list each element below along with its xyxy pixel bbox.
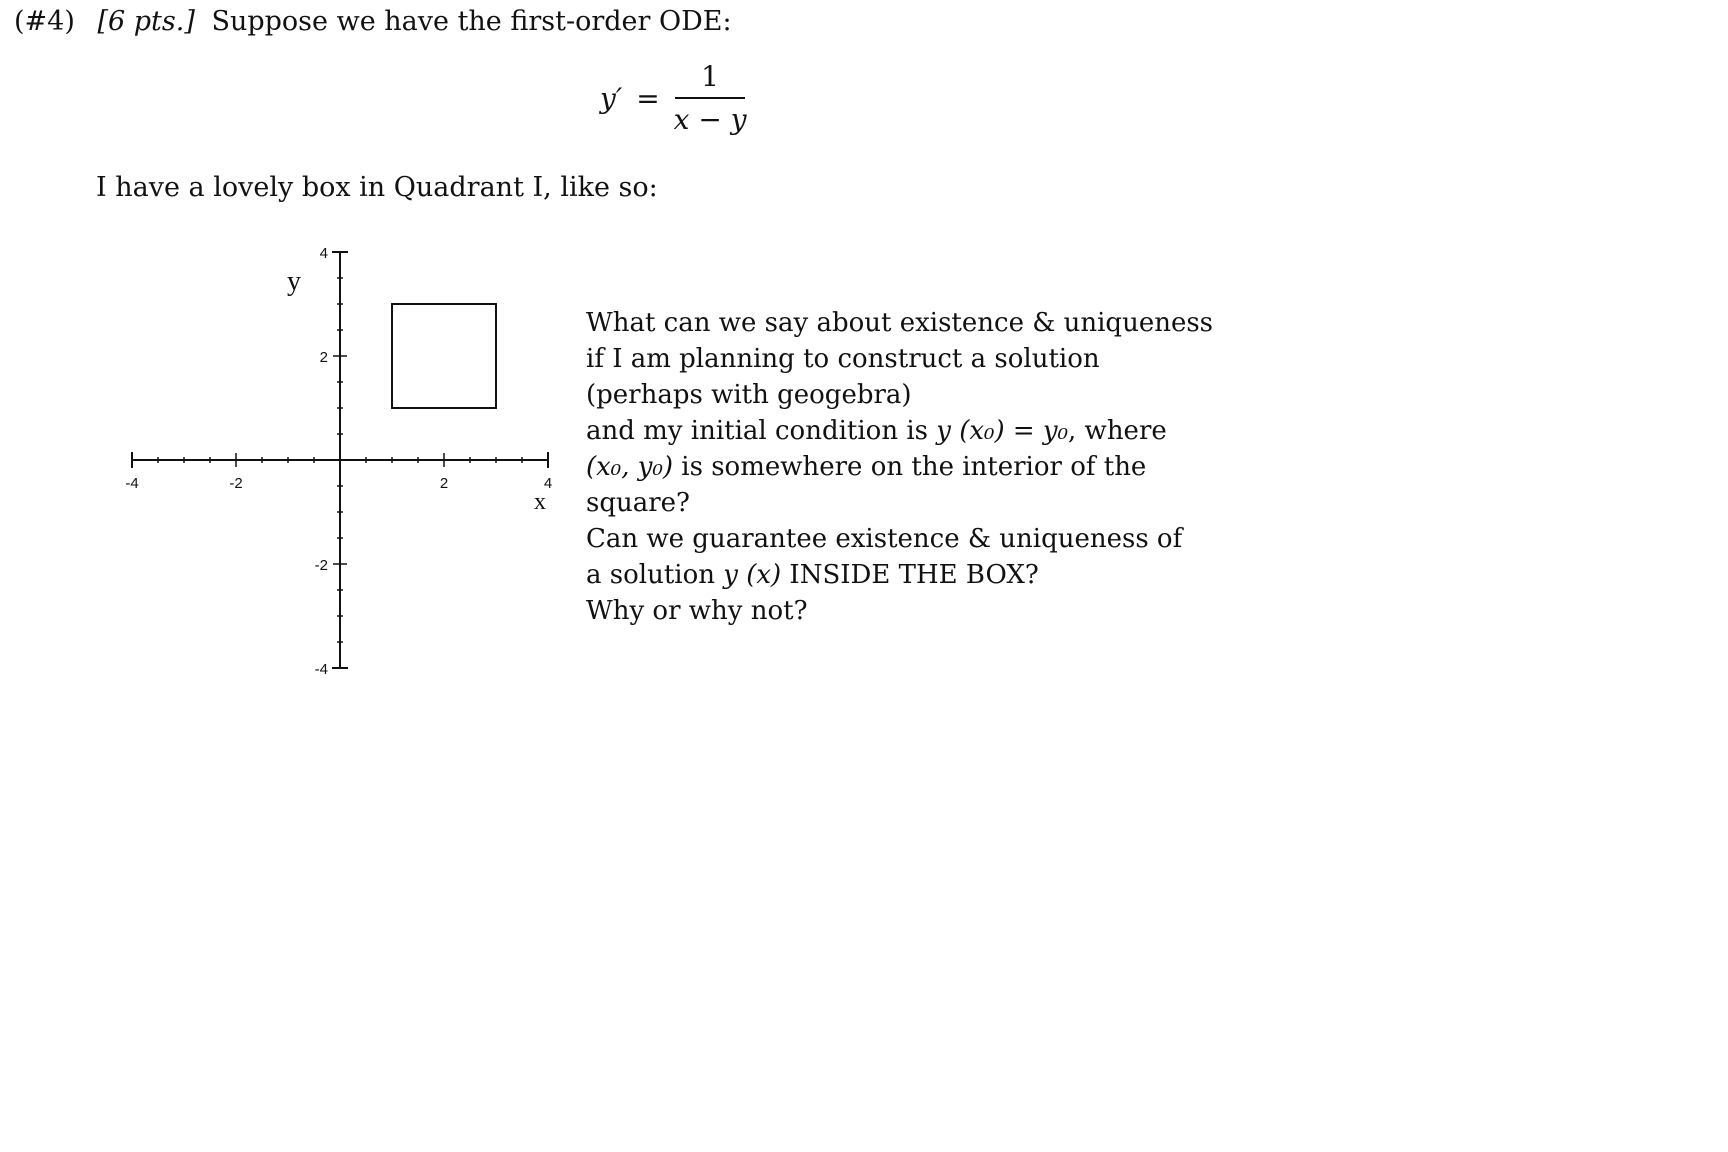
question-line-4-end: , where bbox=[1068, 416, 1167, 446]
question-line-8 bbox=[586, 557, 1213, 593]
x-tick-label: 2 bbox=[439, 475, 449, 492]
question-line-8-end: INSIDE THE BOX? bbox=[781, 560, 1039, 590]
question-line-7: Can we guarantee existence & uniqueness of bbox=[586, 524, 1183, 554]
equation-lhs: y′ bbox=[600, 81, 623, 115]
x-tick-label: 4 bbox=[543, 475, 553, 492]
question-line-5 bbox=[586, 449, 1213, 485]
question-line-8-text: a solution bbox=[586, 560, 724, 590]
question-line-6: square? bbox=[586, 488, 690, 518]
y-tick-label: 2 bbox=[319, 349, 328, 366]
axes-plot bbox=[110, 235, 570, 685]
problem-intro: Suppose we have the first-order ODE: bbox=[211, 6, 732, 37]
x-tick-label: -2 bbox=[229, 475, 243, 492]
y-tick-label: -2 bbox=[314, 557, 328, 574]
initial-point-math: (x₀, y₀) bbox=[586, 452, 674, 482]
box-intro-text: I have a lovely box in Quadrant I, like so: bbox=[96, 172, 658, 203]
question-text bbox=[586, 305, 1213, 629]
question-line-1: What can we say about existence & uniqueness bbox=[586, 308, 1214, 338]
y-tick-label: 4 bbox=[319, 245, 328, 262]
equation-numerator: 1 bbox=[701, 60, 719, 93]
ode-equation bbox=[600, 60, 747, 136]
question-line-2: if I am planning to construct a solution bbox=[586, 344, 1100, 374]
y-tick-label: -4 bbox=[314, 661, 328, 678]
y-axis-label: y bbox=[287, 266, 301, 297]
x-tick-label: -4 bbox=[125, 475, 139, 492]
question-line-4-text: and my initial condition is bbox=[586, 416, 937, 446]
question-line-9: Why or why not? bbox=[586, 596, 808, 626]
points-value: [6 pts.] bbox=[97, 6, 195, 37]
equation-denominator: x − y bbox=[673, 103, 747, 136]
solution-math: y (x) bbox=[723, 560, 782, 590]
equation-fraction bbox=[674, 60, 747, 136]
initial-condition-math: y (x₀) = y₀ bbox=[936, 416, 1069, 446]
question-line-4 bbox=[586, 413, 1213, 449]
quadrant-one-square bbox=[392, 304, 496, 408]
equation-equals: = bbox=[636, 81, 660, 115]
problem-number: (#4) bbox=[14, 6, 75, 37]
question-line-5-text: is somewhere on the interior of the bbox=[673, 452, 1147, 482]
question-line-3: (perhaps with geogebra) bbox=[586, 380, 912, 410]
x-axis-label: x bbox=[534, 489, 546, 515]
problem-header bbox=[14, 6, 732, 37]
